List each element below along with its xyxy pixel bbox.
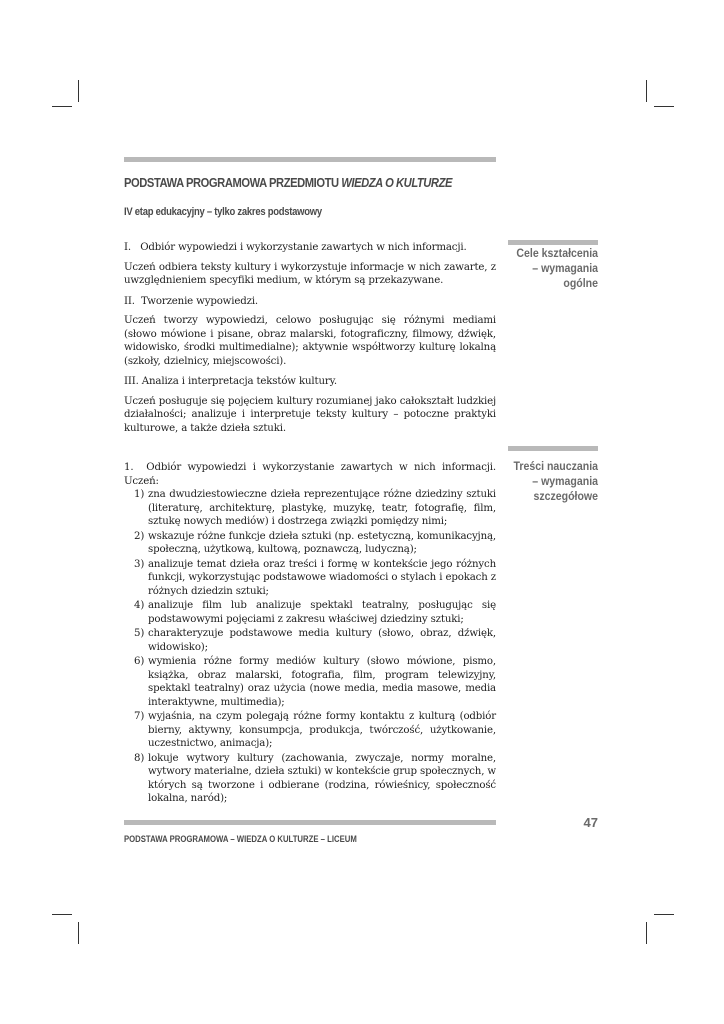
running-footer: PODSTAWA PROGRAMOWA – WIEDZA O KULTURZE – LICEUM (124, 834, 357, 844)
list-item: 8) lokuje wytwory kultury (zachowania, zwyczaje, normy moralne, wytwory materialne, dzieła sztuki) w kontekście grup społecznych, w których są tworzone i odbierane (rodzina, rówieśnicy, społeczność lokalna, naród); (134, 752, 496, 804)
crop-mark (52, 106, 72, 107)
document-subtitle: IV etap edukacyjny – tylko zakres podstawowy (124, 206, 322, 218)
goal-body: Uczeń tworzy wypowiedzi, celowo posługując się różnymi mediami (słowo mówione i pisane, obraz malarski, fotograficzny, filmowy, dźwięk, widowisko, środki multimedialne); aktywnie współtworzy kulturę lokalną (szkoły, dzielnicy, miejscowości). (124, 315, 496, 367)
goals-section (124, 241, 496, 435)
document-title: PODSTAWA PROGRAMOWA PRZEDMIOTU WIEDZA O KULTURZE (124, 175, 453, 190)
goal-heading: III. Analiza i interpretacja tekstów kultury. (124, 376, 337, 387)
crop-mark (78, 80, 79, 102)
crop-mark (52, 914, 72, 915)
sidebar-line: Cele kształcenia (516, 246, 598, 260)
footer-rule (124, 820, 496, 825)
list-item: 1) zna dwudziestowieczne dzieła reprezentujące różne dziedziny sztuki (literaturę, architekturę, plastykę, muzykę, teatr, fotografię, film, sztukę nowych mediów) i dostrzega związki pomiędzy nimi; (134, 489, 496, 527)
page-number: 47 (583, 815, 598, 830)
sidebar-line: – wymagania (532, 474, 598, 488)
list-item: 5) charakteryzuje podstawowe media kultury (słowo, obraz, dźwięk, widowisko); (134, 628, 496, 653)
list-item: 2) wskazuje różne funkcje dzieła sztuki (np. estetyczną, komunikacyjną, społeczną, użytkową, kultową, poznawczą, ludyczną); (134, 530, 496, 555)
crop-mark (646, 922, 647, 944)
crop-mark (654, 106, 674, 107)
sidebar-rule (508, 446, 598, 451)
crop-mark (78, 922, 79, 944)
sidebar-line: Treści nauczania (513, 459, 598, 473)
sidebar-line: – wymagania (532, 261, 598, 275)
sidebar-line: ogólne (563, 276, 598, 290)
list-item: 4) analizuje film lub analizuje spektakl teatralny, posługując się podstawowymi pojęciami z zakresu właściwej dziedziny sztuki; (134, 600, 496, 625)
list-item: 6) wymienia różne formy mediów kultury (słowo mówione, pismo, książka, obraz malarski, fotografia, film, program telewizyjny, spektakl teatralny) oraz użycia (nowe media, media masowe, media interaktywne, multimedia); (134, 656, 496, 708)
content-list (124, 488, 496, 806)
sidebar-content-label (500, 446, 598, 504)
sidebar-line: szczegółowe (533, 489, 598, 503)
goal-heading: I. Odbiór wypowiedzi i wykorzystanie zawartych w nich informacji. (124, 242, 467, 253)
goal-body: Uczeń odbiera teksty kultury i wykorzystuje informacje w nich zawarte, z uwzględnieniem specyfiki medium, w którym są przekazywane. (124, 261, 496, 286)
content-intro: 1. Odbiór wypowiedzi i wykorzystanie zawartych w nich informacji. Uczeń: (124, 462, 496, 487)
goal-body: Uczeń posługuje się pojęciem kultury rozumianej jako całokształt ludzkiej działalności; analizuje i interpretuje teksty kultury – potoczne praktyki kulturowe, a także dzieła sztuki. (124, 395, 496, 434)
crop-mark (654, 914, 674, 915)
goal-heading: II. Tworzenie wypowiedzi. (124, 295, 259, 307)
list-item: 7) wyjaśnia, na czym polegają różne formy kontaktu z kulturą (odbiór bierny, aktywny, konsumpcja, produkcja, twórczość, użytkowanie, uczestnictwo, animacja); (134, 711, 496, 749)
sidebar-goals-label (500, 240, 598, 291)
list-item: 3) analizuje temat dzieła oraz treści i formę w kontekście jego różnych funkcji, wykorzystując podstawowe wiadomości o stylach i epokach z różnych dziedzin sztuki; (134, 558, 496, 597)
content-section (124, 461, 496, 807)
header-rule (124, 157, 496, 162)
crop-mark (646, 80, 647, 102)
sidebar-rule (508, 240, 598, 245)
